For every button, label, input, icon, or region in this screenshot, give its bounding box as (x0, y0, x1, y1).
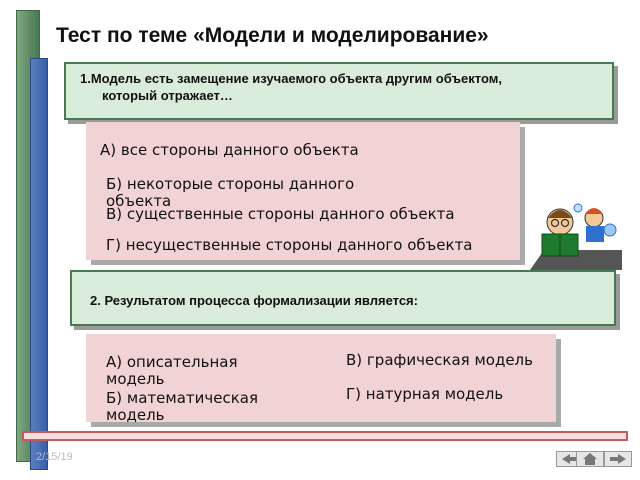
question-2-text: 2. Результатом процесса формализации является: (90, 293, 418, 308)
answer-2b[interactable]: Б) математическая модель (106, 389, 258, 424)
answer-2a[interactable]: А) описательная модель (106, 353, 238, 388)
left-decor-bar-blue (30, 58, 48, 470)
reading-student-icon (530, 200, 622, 272)
question-2-box (70, 270, 616, 326)
question-1-text-line1: 1.Модель есть замещение изучаемого объекта другим объектом, (80, 71, 502, 86)
answer-2c[interactable]: В) графическая модель (346, 351, 533, 369)
question-1-box (64, 62, 614, 120)
home-button[interactable] (576, 451, 604, 467)
slide-title: Тест по теме «Модели и моделирование» (56, 24, 489, 47)
next-arrow-icon (610, 454, 626, 464)
slide-date: 2/15/19 (36, 451, 73, 463)
question-1-text-line2: который отражает… (102, 88, 233, 103)
next-slide-button[interactable] (604, 451, 632, 467)
answer-1b[interactable]: Б) некоторые стороны данного объекта (106, 175, 355, 210)
answer-1a[interactable]: А) все стороны данного объекта (100, 141, 359, 159)
answer-1c[interactable]: В) существенные стороны данного объекта (106, 205, 455, 223)
home-icon (583, 453, 597, 465)
bottom-decor-strip (22, 431, 628, 441)
answer-1d[interactable]: Г) несущественные стороны данного объекта (106, 236, 473, 254)
answer-2d[interactable]: Г) натурная модель (346, 385, 504, 403)
